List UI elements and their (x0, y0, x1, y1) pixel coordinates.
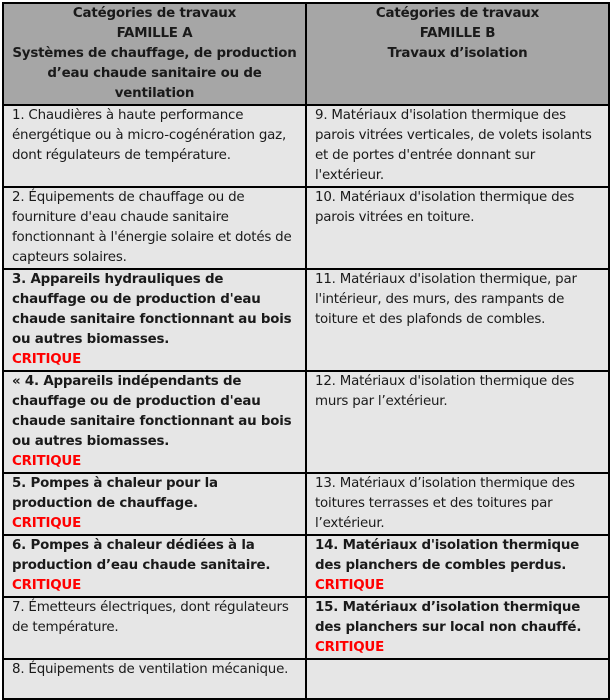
category-text: 5. Pompes à chaleur pour la production de chauffage. (12, 476, 218, 511)
table-row (3, 659, 609, 699)
table-row (3, 105, 609, 187)
table-row (3, 597, 609, 659)
critical-badge: CRITIQUE (12, 516, 82, 531)
critical-badge: CRITIQUE (315, 578, 385, 593)
header-row (3, 3, 609, 105)
category-text: 6. Pompes à chaleur dédiées à la production d’eau chaude sanitaire. (12, 538, 271, 573)
header-a-family: FAMILLE A (116, 26, 193, 41)
critical-badge: CRITIQUE (12, 352, 82, 367)
categories-table (2, 2, 610, 700)
category-text: 11. Matériaux d'isolation thermique, par l'intérieur, des murs, des rampants de toiture et des plafonds de combles. (315, 272, 577, 327)
header-b-family: FAMILLE B (419, 26, 496, 41)
family-b-cell (306, 535, 609, 597)
header-b-description: Travaux d’isolation (387, 46, 528, 61)
category-text: 10. Matériaux d'isolation thermique des parois vitrées en toiture. (315, 190, 575, 225)
family-b-cell (306, 659, 609, 699)
category-text: 1. Chaudières à haute performance énergétique ou à micro-cogénération gaz, dont régulateurs de température. (12, 108, 287, 163)
family-a-cell (3, 659, 306, 699)
category-text: 3. Appareils hydrauliques de chauffage ou de production d'eau chaude sanitaire fonctionnant au bois ou autres biomasses. (12, 272, 292, 347)
family-a-cell (3, 597, 306, 659)
family-b-cell (306, 371, 609, 473)
category-text: 8. Équipements de ventilation mécanique. (12, 662, 289, 677)
family-b-cell (306, 473, 609, 535)
critical-badge: CRITIQUE (315, 640, 385, 655)
header-a-title: Catégories de travaux (72, 6, 237, 21)
category-text: 13. Matériaux d’isolation thermique des toitures terrasses et des toitures par l’extérieur. (315, 476, 575, 531)
family-a-cell (3, 535, 306, 597)
header-a-description: Systèmes de chauffage, de production d’eau chaude sanitaire ou de ventilation (12, 46, 297, 101)
table-row (3, 269, 609, 371)
table-row (3, 187, 609, 269)
family-b-cell (306, 269, 609, 371)
category-text: 12. Matériaux d'isolation thermique des murs par l’extérieur. (315, 374, 575, 409)
family-b-cell (306, 597, 609, 659)
category-text: 9. Matériaux d'isolation thermique des parois vitrées verticales, de volets isolants et de portes d'entrée donnant sur l'extérieur. (315, 108, 592, 183)
header-b-title: Catégories de travaux (375, 6, 540, 21)
critical-badge: CRITIQUE (12, 454, 82, 469)
header-family-a (3, 3, 306, 105)
category-text: 14. Matériaux d'isolation thermique des planchers de combles perdus. (315, 538, 580, 573)
category-text: 7. Émetteurs électriques, dont régulateurs de température. (12, 600, 289, 635)
family-b-cell (306, 187, 609, 269)
family-a-cell (3, 187, 306, 269)
family-a-cell (3, 269, 306, 371)
table-row (3, 371, 609, 473)
header-family-b (306, 3, 609, 105)
family-b-cell (306, 105, 609, 187)
table-row (3, 473, 609, 535)
critical-badge: CRITIQUE (12, 578, 82, 593)
family-a-cell (3, 105, 306, 187)
category-text: 2. Équipements de chauffage ou de fourniture d'eau chaude sanitaire fonctionnant à l'énergie solaire et dotés de capteurs solaires. (12, 190, 292, 265)
family-a-cell (3, 371, 306, 473)
category-text: 15. Matériaux d’isolation thermique des planchers sur local non chauffé. (315, 600, 582, 635)
table-row (3, 535, 609, 597)
family-a-cell (3, 473, 306, 535)
category-text: « 4. Appareils indépendants de chauffage ou de production d'eau chaude sanitaire fonctionnant au bois ou autres biomasses. (12, 374, 292, 449)
